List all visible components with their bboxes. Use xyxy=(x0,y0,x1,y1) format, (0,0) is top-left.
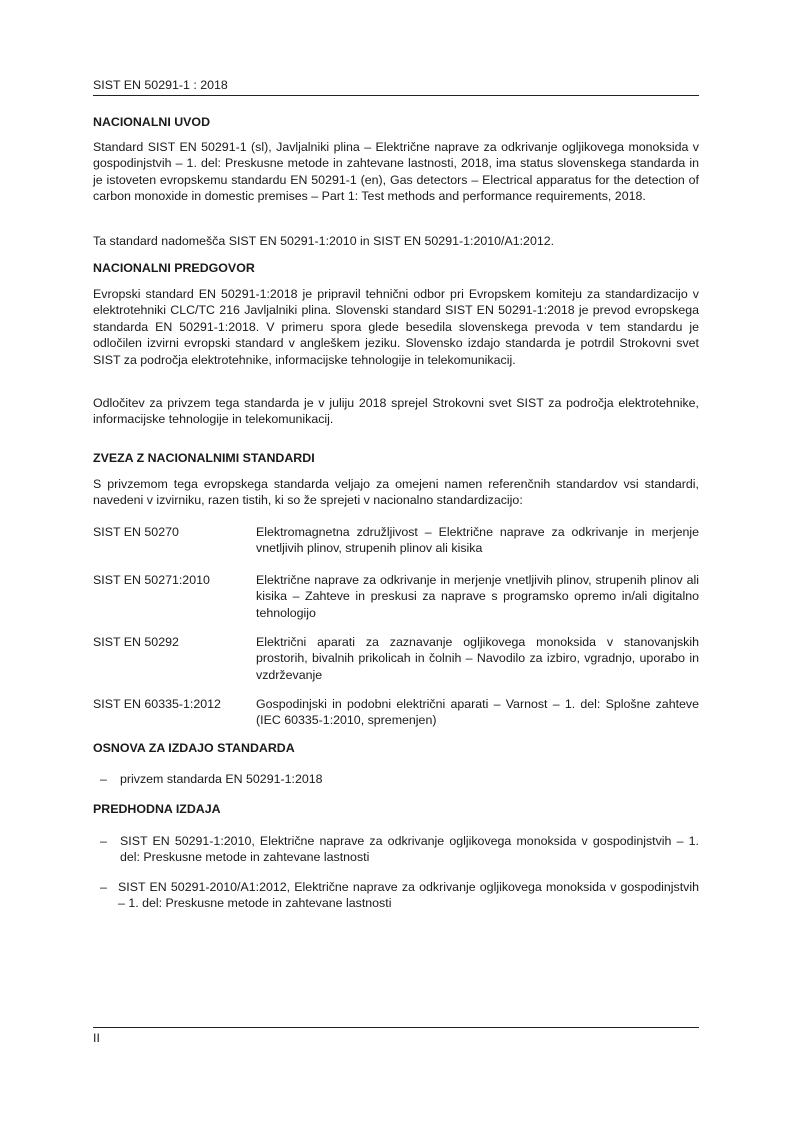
reference-row xyxy=(93,572,699,621)
paragraph: Ta standard nadomešča SIST EN 50291-1:2010 in SIST EN 50291-1:2010/A1:2012. xyxy=(93,234,555,248)
dash-bullet: – xyxy=(100,834,107,848)
list-item-text: SIST EN 50291-1:2010, Električne naprave za odkrivanje ogljikovega monoksida v gospodinjstvih – 1. del: Preskusne metode in zahtevane lastnosti xyxy=(120,834,699,865)
heading-nacionalni-uvod: NACIONALNI UVOD xyxy=(93,115,211,129)
running-header: SIST EN 50291-1 : 2018 xyxy=(93,78,228,92)
reference-row xyxy=(93,524,699,557)
standard-title: Električni aparati za zaznavanje ogljikovega monoksida v stanovanjskih prostorih, bivalnih prikolicah in čolnih – Navodilo za izbiro, vgradnjo, uporabo in vzdrževanje xyxy=(256,635,699,682)
list-item-text: privzem standarda EN 50291-1:2018 xyxy=(120,772,323,786)
standard-code: SIST EN 60335-1:2012 xyxy=(93,697,221,711)
heading-zveza: ZVEZA Z NACIONALNIMI STANDARDI xyxy=(93,451,315,465)
list-item xyxy=(100,879,699,912)
reference-row xyxy=(93,634,699,683)
list-item-text: SIST EN 50291-2010/A1:2012, Električne naprave za odkrivanje ogljikovega monoksida v gospodinjstvih – 1. del: Preskusne metode in zahtevane lastnosti xyxy=(118,880,699,911)
list-item xyxy=(100,833,699,866)
standard-title: Gospodinjski in podobni električni aparati – Varnost – 1. del: Splošne zahteve (IEC 60335-1:2010, spremenjen) xyxy=(256,697,699,728)
standard-title: Elektromagnetna združljivost – Električne naprave za odkrivanje in merjenje vnetljivih plinov, strupenih plinov ali kisika xyxy=(256,525,699,556)
standard-code: SIST EN 50270 xyxy=(93,525,179,539)
footer-rule xyxy=(93,1027,699,1028)
dash-bullet: – xyxy=(100,772,107,786)
standard-code: SIST EN 50271:2010 xyxy=(93,573,210,587)
heading-osnova: OSNOVA ZA IZDAJO STANDARDA xyxy=(93,741,295,755)
standard-title: Električne naprave za odkrivanje in merjenje vnetljivih plinov, strupenih plinov ali kisika – Zahteve in preskusi za naprave s programsko opremo in/ali digitalno tehnologijo xyxy=(256,573,699,620)
list-item xyxy=(100,771,699,787)
paragraph: Standard SIST EN 50291-1 (sl), Javljalniki plina – Električne naprave za odkrivanje ogljikovega monoksida v gospodinjstvih – 1. del: Preskusne metode in zahtevane lastnosti, 2018, ima status slovenskega standarda in je istoveten evropskemu standardu EN 50291-1 (en), Gas detectors – Electrical apparatus for the detection of carbon monoxide in domestic premises – Part 1: Test methods and performance requirements, 2018. xyxy=(93,140,699,204)
standard-code: SIST EN 50292 xyxy=(93,635,179,649)
page-number: II xyxy=(93,1031,100,1045)
header-rule xyxy=(93,95,699,96)
heading-nacionalni-predgovor: NACIONALNI PREDGOVOR xyxy=(93,261,255,275)
dash-bullet: – xyxy=(100,880,107,894)
heading-predhodna-izdaja: PREDHODNA IZDAJA xyxy=(93,802,221,816)
paragraph: Evropski standard EN 50291-1:2018 je pripravil tehnični odbor pri Evropskem komiteju za standardizacijo v elektrotehniki CLC/TC 216 Javljalniki plina. Slovenski standard SIST EN 50291-1:2018 je prevod evropskega standarda EN 50291-1:2018. V primeru spora glede besedila slovenskega prevoda v tem standardu je odločilen izvirni evropski standard v angleškem jeziku. Slovensko izdajo standarda je potrdil Strokovni svet SIST za področja elektrotehnike, informacijske tehnologije in telekomunikacij. xyxy=(93,287,699,367)
paragraph: S privzemom tega evropskega standarda veljajo za omejeni namen referenčnih standardov vsi standardi, navedeni v izvirniku, razen tistih, ki so že sprejeti v nacionalno standardizacijo: xyxy=(93,477,699,508)
paragraph: Odločitev za privzem tega standarda je v juliju 2018 sprejel Strokovni svet SIST za področja elektrotehnike, informacijske tehnologije in telekomunikacij. xyxy=(93,396,699,427)
reference-row xyxy=(93,696,699,729)
